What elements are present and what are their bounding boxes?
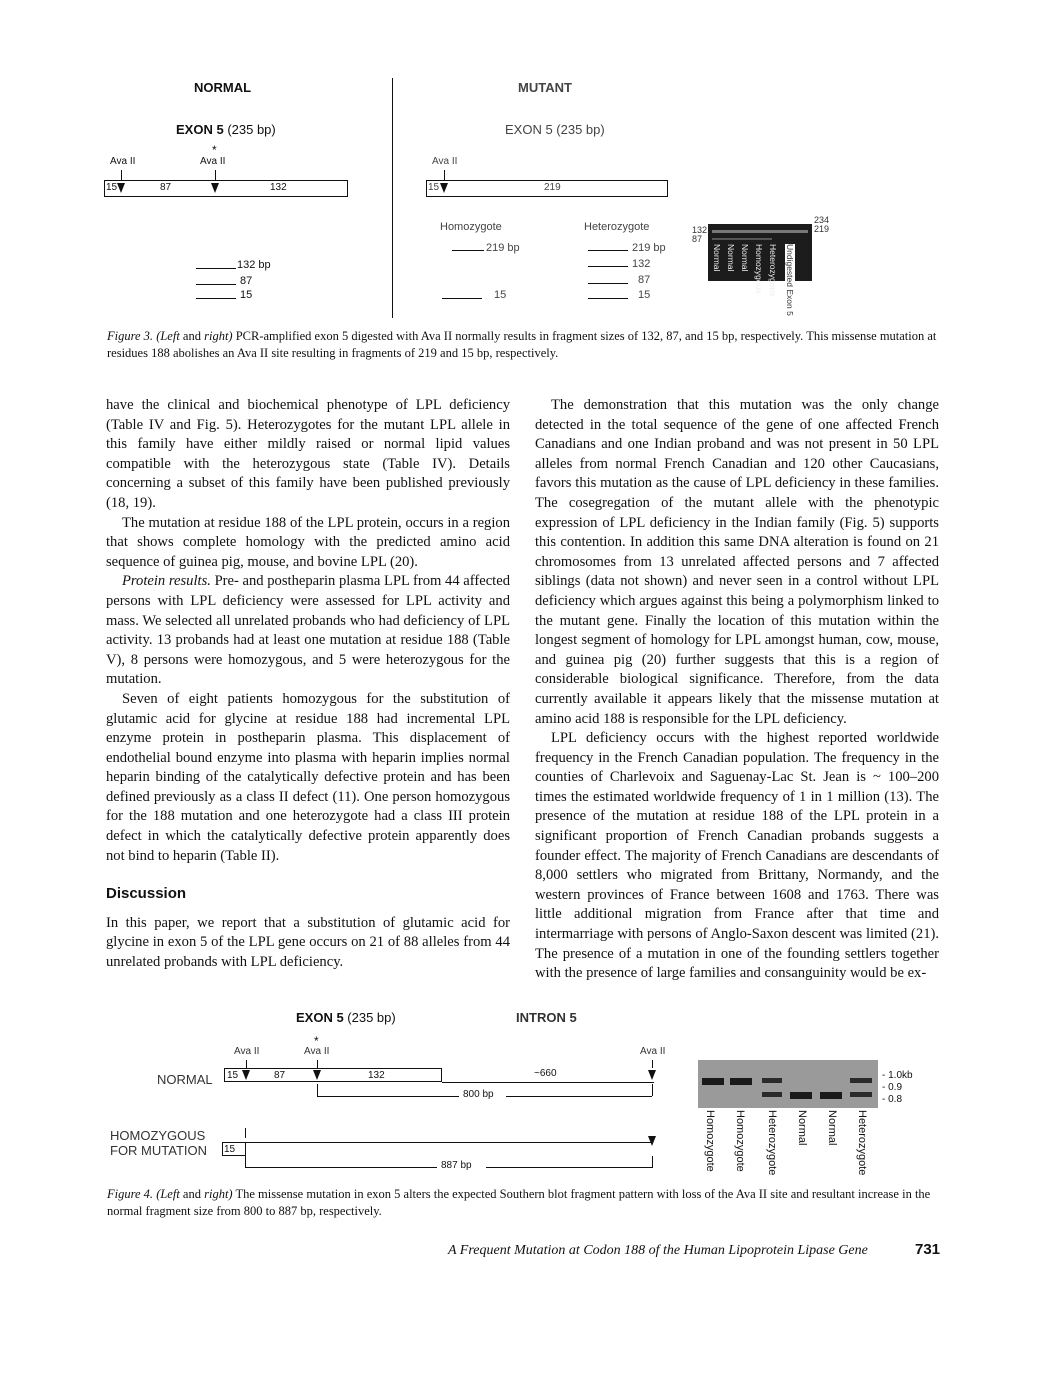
heterozygote-label: Heterozygote [584, 221, 650, 233]
fig4-seg-132: 132 [368, 1070, 385, 1081]
homo-frag-219: 219 bp [486, 242, 520, 254]
blot-band-1 [702, 1078, 724, 1085]
homo-frag-15: 15 [494, 289, 507, 301]
homo-frag-line-219 [452, 250, 484, 251]
blot-band-5 [820, 1092, 842, 1099]
blot-band-6b [850, 1092, 872, 1097]
left-paragraph-4: Seven of eight patients homozygous for the substitution of glutamic acid for glycine at residue 188 had incremental LPL enzyme protein in postheparin plasma. This displacement of endothelial bound enzyme into plasma with heparin implies normal heparin binding of the catalytically defective protein and has been defined previously as a class II defect (11). One person homozygous for the 188 mutation and one heterozygote had a class III protein defect in which the catalytically defective protein apparently does not bind to heparin (Table II). [106, 690, 510, 864]
blot-lane-3: Heterozygote [766, 1110, 778, 1176]
fig4-ava-label-3: Ava II [640, 1046, 666, 1057]
blot-band-6a [850, 1078, 872, 1083]
figure-3-caption-text: PCR-amplified exon 5 digested with Ava II normally results in fragment sizes of 132, 87, and 15 bp, respectively. This missense mutation at residues 188 abolishes an Ava II site resulting in fragments of 219 and 15 bp, respectively. [107, 329, 937, 360]
blot-lane-6: Heterozygote [856, 1110, 868, 1176]
fig4-homo-frag-line-left [245, 1167, 437, 1168]
ava-site-label-2: Ava II [200, 156, 226, 167]
figure-4-caption-right: right) [204, 1187, 233, 1201]
blot-marker-1kb: - 1.0kb [882, 1070, 913, 1081]
normal-seg-87: 87 [160, 182, 172, 193]
figure-3-caption [107, 328, 937, 362]
gel-marker-87: 87 [692, 234, 703, 244]
mutant-heading: MUTANT [518, 80, 572, 95]
gel-marker-132: 132 [692, 225, 708, 235]
het-frag-line-15 [588, 298, 628, 299]
figure-4-caption-left: (Left [156, 1187, 180, 1201]
page-number: 731 [915, 1241, 941, 1258]
mutant-seg-15: 15 [428, 182, 440, 193]
ava-tick-1 [121, 170, 122, 180]
fig4-homo-tick [245, 1128, 246, 1138]
left-paragraph-1: have the clinical and biochemical phenotype of LPL deficiency (Table IV and Fig. 5). Heterozygotes for the mutant LPL allele in this family have either mildly raised or normal lipid values compatible with the heterozygous state (Table IV). Details concerning a subset of this family have been published previously (18, 19). [106, 397, 510, 511]
figure-4-caption [107, 1186, 937, 1220]
fig4-fragment-line-left [317, 1096, 459, 1097]
figure-3 [0, 0, 1048, 320]
normal-seg-15: 15 [106, 182, 118, 193]
cut-arrow-1 [117, 183, 125, 193]
blot-band-3b [762, 1092, 782, 1097]
left-paragraph-3-text: Pre- and postheparin plasma LPL from 44 affected persons with LPL deficiency were assessed for LPL activity and mass. We selected all unrelated probands who had deficiency of LPL activity. 13 probands had at least one mutation at residue 188 (Table V), 8 persons were homozygous, and 5 were heterozygous for the mutation. [106, 573, 511, 688]
left-paragraph-3 [106, 572, 510, 690]
het-frag-line-132 [588, 266, 628, 267]
fig4-homo-frag-line-right [486, 1167, 652, 1168]
right-paragraph-1: The demonstration that this mutation was the only change detected in the total sequence of the gene of one affected French Canadians and one Indian proband and was not present in 50 LPL alleles from normal French Canadian and 120 other Caucasians, favors this mutation as the cause of LPL deficiency in these families. The cosegregation of the mutant allele with the phenotypic expression of LPL deficiency in the Indian family (Fig. 5) supports this contention. In addition this same DNA alteration is found on 21 chromosomes from 13 unrelated affected persons and 7 affected siblings (data not shown) and never seen in a control without LPL deficiency which argues against this being a polymorphism linked to the mutant gene. Finally the location of this mutation within the longest segment of homology for LPL amongst human, cow, mouse, and guinea pig (20) further suggests that this is a region of considerable biological significance. Therefore, from the data currently available it appears likely that the missense mutation at amino acid 188 is responsible for the LPL deficiency. [535, 397, 939, 727]
fig4-normal-exon-bar [224, 1068, 442, 1082]
fig4-homozygous-label [110, 1128, 207, 1158]
fig4-tick-3 [652, 1060, 653, 1068]
fig4-homo-fragment: 887 bp [441, 1160, 472, 1171]
figure-3-caption-and: and [182, 329, 201, 343]
blot-band-2 [730, 1078, 752, 1085]
mutant-seg-219: 219 [544, 182, 561, 193]
figure-4-caption-and: and [182, 1187, 201, 1201]
discussion-heading: Discussion [106, 885, 187, 903]
gel-lane-4: Homozygous [754, 244, 764, 294]
fig4-homo-line-1: HOMOZYGOUS [110, 1128, 206, 1143]
normal-frag-132: 132 bp [237, 259, 271, 271]
fig4-seg-87: 87 [274, 1070, 286, 1081]
fig4-normal-fragment: 800 bp [463, 1089, 494, 1100]
blot-marker-0-9: - 0.9 [882, 1082, 903, 1093]
gel-marker-219: 219 [814, 224, 830, 234]
homozygote-label: Homozygote [440, 221, 502, 233]
blot-markers [882, 1070, 913, 1106]
blot-lane-1: Homozygote [704, 1110, 716, 1172]
running-title: A Frequent Mutation at Codon 188 of the Human Lipoprotein Lipase Gene [448, 1243, 868, 1258]
normal-frag-87: 87 [240, 275, 253, 287]
fig4-tick-2 [317, 1060, 318, 1068]
normal-exon-label: EXON 5 (235 bp) [176, 122, 276, 137]
fig4-cut-arrow-2 [313, 1070, 321, 1080]
frag-line-15 [196, 298, 236, 299]
figure-3-caption-label: Figure 3. [107, 329, 154, 343]
gel-left-markers [692, 226, 707, 244]
figure-3-caption-right: right) [204, 329, 233, 343]
fig4-exon-label: EXON 5 (235 bp) [296, 1010, 396, 1025]
fig4-asterisk: * [314, 1034, 319, 1048]
gel-lane-6: Undigested Exon 5 [785, 244, 795, 316]
gel-lane-3: Normal [740, 244, 750, 272]
figure-3-caption-left: (Left [156, 329, 180, 343]
gel-lane-2: Normal [726, 244, 736, 272]
fig4-seg-660: ~660 [534, 1068, 557, 1079]
figure-4-caption-text: The missense mutation in exon 5 alters the expected Southern blot fragment pattern with loss of the Ava II site and resultant increase in the normal fragment size from 800 to 887 bp, respectively. [107, 1187, 931, 1218]
het-frag-line-219 [588, 250, 628, 251]
het-frag-87: 87 [638, 274, 651, 286]
figure-4-caption-label: Figure 4. [107, 1187, 154, 1201]
mutant-ava-label: Ava II [432, 156, 458, 167]
fig4-tick-1 [246, 1060, 247, 1068]
fig4-normal-label: NORMAL [157, 1072, 213, 1087]
fig4-intron-line [442, 1082, 654, 1083]
right-paragraph-2: LPL deficiency occurs with the highest reported worldwide frequency in the French Canadian population. The frequency in the counties of Charlevoix and Saguenay-Lac St. Jean is ~ 100–200 times the estimated worldwide frequency of 1 in 1 million (13). The presence of the mutation at residue 188 of the LPL protein in a significant proportion of French Canadian probands suggests a founder effect. The majority of French Canadians are descendants of 8,000 settlers who migrated from Brittany, Normandy, and the western provinces of France between 1608 and 1763. There was little additional migration from France after that time and intermarriage with persons of Anglo-Saxon descent was limited (21). The presence of a mutation in one of the founding settlers together with the presence of large families and consanguinity would be ex- [535, 730, 939, 982]
ava-site-label-1: Ava II [110, 156, 136, 167]
fig4-fragment-line-right [506, 1096, 652, 1097]
cut-arrow-2 [211, 183, 219, 193]
left-column [106, 396, 510, 973]
left-paragraph-5: In this paper, we report that a substitution of glutamic acid for glycine in exon 5 of the LPL gene occurs on 21 of 88 alleles from 44 unrelated probands with LPL deficiency. [106, 914, 510, 971]
fig4-ava-label-2: Ava II [304, 1046, 330, 1057]
gel-band-top [712, 230, 808, 233]
fig4-homo-seg-15: 15 [224, 1144, 236, 1155]
frag-line-87 [196, 284, 236, 285]
homo-frag-line-15 [442, 298, 482, 299]
blot-lane-5: Normal [826, 1110, 838, 1146]
het-frag-line-87 [588, 283, 628, 284]
blot-band-4 [790, 1092, 812, 1099]
fig4-homo-line-2: FOR MUTATION [110, 1143, 208, 1158]
gel-right-markers [814, 216, 829, 234]
blot-band-3a [762, 1078, 782, 1083]
fig4-homo-frag-right-tick [652, 1156, 653, 1168]
fig4-cut-arrow-3 [648, 1070, 656, 1080]
southern-blot-image [698, 1060, 878, 1108]
normal-seg-132: 132 [270, 182, 287, 193]
het-frag-132: 132 [632, 258, 651, 270]
fig4-homo-line [222, 1142, 652, 1143]
mutant-ava-tick [444, 170, 445, 180]
normal-exon-bar [104, 180, 348, 197]
gel-lane-5: Heterozygous [768, 244, 778, 297]
blot-lane-4: Normal [796, 1110, 808, 1146]
normal-frag-15: 15 [240, 289, 253, 301]
gel-marker-234: 234 [814, 215, 830, 225]
normal-heading: NORMAL [194, 80, 252, 95]
frag-line-132 [196, 268, 236, 269]
blot-lane-2: Homozygote [734, 1110, 746, 1172]
ava-tick-2 [215, 170, 216, 180]
fig4-homo-cut-arrow [648, 1136, 656, 1146]
right-column [535, 396, 939, 984]
figure-4 [0, 1000, 1048, 1200]
mutation-asterisk: * [212, 143, 217, 157]
protein-results-heading: Protein results. [122, 573, 211, 590]
het-frag-219: 219 bp [632, 242, 666, 254]
het-frag-15: 15 [638, 289, 651, 301]
panel-divider [392, 78, 393, 318]
gel-lane-1: Normal [712, 244, 722, 272]
gel-band-mid [712, 238, 772, 240]
mutant-cut-arrow [440, 183, 448, 193]
fig4-cut-arrow-1 [242, 1070, 250, 1080]
fig4-fragment-right-tick [652, 1084, 653, 1096]
fig4-intron-label: INTRON 5 [516, 1010, 577, 1025]
left-paragraph-2: The mutation at residue 188 of the LPL protein, occurs in a region that shows complete homology with the predicted amino acid sequence of guinea pig, mouse, and bovine LPL (20). [106, 514, 510, 570]
fig4-ava-label-1: Ava II [234, 1046, 260, 1057]
mutant-exon-label: EXON 5 (235 bp) [505, 122, 605, 137]
fig4-fragment-left-tick [317, 1084, 318, 1096]
blot-marker-0-8: - 0.8 [882, 1094, 903, 1105]
fig4-seg-15: 15 [227, 1070, 239, 1081]
